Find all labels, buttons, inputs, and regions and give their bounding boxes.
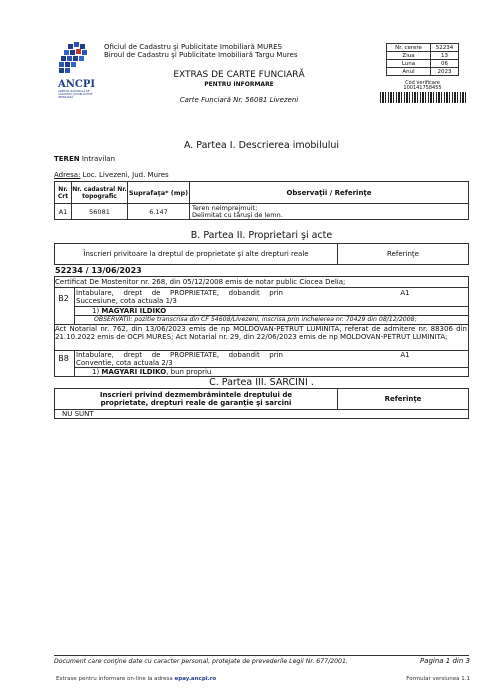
online-note [56, 676, 216, 682]
teren-value: Intravilan [81, 155, 115, 163]
part-c-heading: C. Partea III. SARCINI . [209, 377, 314, 388]
b2-owner [92, 307, 166, 315]
b8-owner-number: 1) [92, 368, 100, 376]
cell-cadastral: 56081 [72, 204, 128, 220]
b8-referinte: A1 [400, 351, 410, 359]
table-header-row [55, 182, 469, 204]
certificate-text: Certificat De Mostenitor nr. 268, din 05/12/2008 emis de notar public Ciocea Delia; [55, 278, 346, 286]
meta-row [387, 68, 459, 76]
col-suprafata: Suprafaţa* (mp) [128, 182, 190, 204]
ancpi-logo [54, 40, 98, 99]
meta-value: 2023 [431, 68, 459, 76]
table-row [55, 204, 469, 220]
sarcini-value: NU SUNT [62, 410, 94, 418]
meta-label: Luna [387, 60, 431, 68]
meta-row [387, 52, 459, 60]
cell-crt: A1 [55, 204, 72, 220]
office-line-1: Oficiul de Cadastru şi Publicitate Imobiliară MURES [104, 43, 282, 51]
cell-suprafata: 6.147 [128, 204, 190, 220]
part-a-heading: A. Partea I. Descrierea imobilului [183, 140, 340, 151]
online-prefix: Extrase pentru informare on-line la adresa [56, 676, 173, 682]
table-header-row [55, 389, 469, 410]
meta-value: 06 [431, 60, 459, 68]
logo-text: ANCPI [58, 79, 96, 90]
property-description-table [54, 181, 469, 220]
document-title: EXTRAS DE CARTE FUNCIARĂ [173, 70, 305, 80]
col-sarcini-referinte: Referinţe [338, 389, 469, 410]
table-header-row [55, 244, 469, 265]
observatii-line-2: Delimitat cu tãruşi de lemn. [192, 210, 283, 219]
col-nr-cadastral: Nr. cadastral Nr. topografic [72, 182, 128, 204]
office-line-2: Biroul de Cadastru şi Publicitate Imobiliară Targu Mures [104, 51, 298, 59]
meta-row [387, 60, 459, 68]
cell-observatii [190, 204, 469, 220]
footer-note: Document care conţine date cu caracter personal, protejate de prevederile Legii Nr. 677/2001. [54, 658, 348, 665]
b2-label: B2 [58, 294, 69, 303]
observatii-line-1: Teren neimprejmuit; [192, 203, 258, 212]
b2-referinte: A1 [400, 289, 410, 297]
adresa-line [54, 171, 169, 179]
meta-value: 52234 [431, 44, 459, 52]
b8-owner [92, 368, 211, 376]
verification-code-label: Cod verificare [405, 80, 440, 86]
col-observatii: Observaţii / Referinţe [190, 182, 469, 204]
request-meta-table [386, 43, 459, 76]
logo-subtext: AGENŢIA NAŢIONALĂ DE CADASTRU ŞI PUBLICITATE IMOBILIARĂ [58, 90, 93, 99]
barcode-icon [380, 92, 466, 103]
teren-label: TEREN [54, 155, 80, 163]
sarcini-table [54, 388, 469, 410]
verification-code-value: 100141758455 [403, 85, 442, 91]
adresa-value: Loc. Livezeni, Jud. Mures [82, 171, 169, 179]
act-notarial-text: Act Notarial nr. 762, din 13/06/2023 emis de np MOLDOVAN-PETRUT LUMINITA, referat de admitere nr. 88306 din 21.10.2022 emis de OCPI MURES; Act Notarial nr. 29, din 22/06/2023 emis de np MOLDOVAN-PETRUT LUMINITA; [55, 325, 467, 342]
meta-label: Nr. cerere [387, 44, 431, 52]
ownership-header-table [54, 243, 469, 265]
document-subtitle: PENTRU INFORMARE [204, 81, 274, 88]
col-inscrieri: Înscrieri privitoare la dreptul de proprietate şi alte drepturi reale [55, 244, 338, 265]
meta-label: Ziua [387, 52, 431, 60]
teren-line [54, 155, 115, 163]
carte-funciara-number: Carte Funciară Nr. 56081 Livezeni [179, 96, 299, 104]
ancpi-logo-icon [54, 40, 98, 76]
b8-label: B8 [58, 354, 69, 363]
b2-observatii: OBSERVATII: pozitie transcrisa din CF 54608/Livezeni, inscrisa prin incheierea nr. 70429 din 08/12/2008; [94, 316, 417, 323]
b8-owner-suffix: , bun propriu [166, 368, 212, 376]
b2-owner-number: 1) [92, 307, 100, 315]
b8-text: Intabulare, drept de PROPRIETATE, dobandit prin Conventie, cota actuala 2/3 [76, 351, 283, 367]
form-version: Formular versiunea 1.1 [406, 676, 470, 682]
entry-id: 52234 / 13/06/2023 [55, 266, 142, 275]
page-number: Pagina 1 din 3 [419, 657, 470, 665]
b8-owner-name: MAGYARI ILDIKO [101, 368, 167, 376]
adresa-label: Adresa: [54, 171, 81, 179]
col-referinte: Referinţe [338, 244, 469, 265]
meta-label: Anul [387, 68, 431, 76]
part-b-heading: B. Partea II. Proprietari şi acte [190, 230, 333, 241]
b2-owner-name: MAGYARI ILDIKO [101, 307, 167, 315]
meta-row [387, 44, 459, 52]
online-url-link[interactable]: epay.ancpi.ro [174, 676, 217, 682]
meta-value: 13 [431, 52, 459, 60]
col-nr-crt: Nr. Crt [55, 182, 72, 204]
b2-text: Intabulare, drept de PROPRIETATE, dobandit prin Succesiune, cota actuala 1/3 [76, 289, 283, 305]
col-sarcini: Inscrieri privind dezmembrămintele dreptului de proprietate, drepturi reale de garanţie şi sarcini [55, 389, 338, 410]
